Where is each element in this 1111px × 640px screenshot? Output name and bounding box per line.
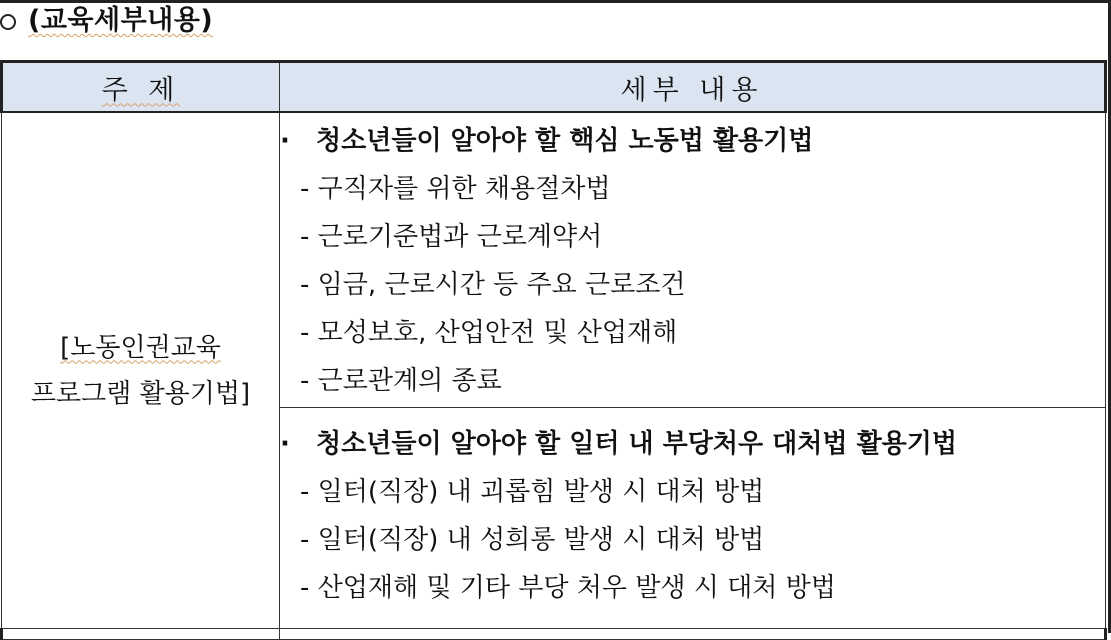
top-border — [0, 0, 1111, 3]
list-item: - 일터(직장) 내 성희롱 발생 시 대처 방법 — [300, 525, 765, 555]
table-row — [2, 112, 1106, 408]
list-item: - 산업재해 및 기타 부당 처우 발생 시 대처 방법 — [300, 573, 836, 603]
circle-icon — [0, 14, 16, 30]
block-1-heading: · 청소년들이 알아야 할 핵심 노동법 활용기법 — [280, 126, 814, 156]
section-title: (교육세부내용) — [28, 5, 214, 36]
list-item: - 구직자를 위한 채용절차법 — [300, 174, 611, 204]
detail-block-2 — [280, 408, 1106, 629]
education-table — [0, 60, 1107, 640]
block-2-heading: · 청소년들이 알아야 할 일터 내 부당처우 대처법 활용기법 — [280, 429, 958, 459]
list-item: - 임금, 근로시간 등 주요 근로조건 — [300, 270, 686, 300]
table-row-partial — [2, 629, 1106, 640]
section-heading — [0, 4, 213, 38]
list-item: - 일터(직장) 내 괴롭힘 발생 시 대처 방법 — [300, 477, 765, 507]
partial-detail-cell — [280, 629, 1106, 640]
list-item: - 모성보호, 산업안전 및 산업재해 — [300, 318, 678, 348]
table-header-row — [2, 62, 1106, 113]
topic-line-1: [노동인권교육 — [60, 332, 221, 363]
list-item: - 근로관계의 종료 — [300, 366, 502, 396]
partial-topic-cell — [2, 629, 280, 640]
topic-line-2: 프로그램 활용기법] — [30, 378, 251, 409]
topic-column-header: 주 제 — [2, 62, 280, 113]
detail-block-1 — [280, 112, 1106, 408]
topic-cell — [2, 112, 280, 629]
detail-column-header: 세부 내용 — [280, 62, 1106, 113]
list-item: - 근로기준법과 근로계약서 — [300, 222, 603, 252]
